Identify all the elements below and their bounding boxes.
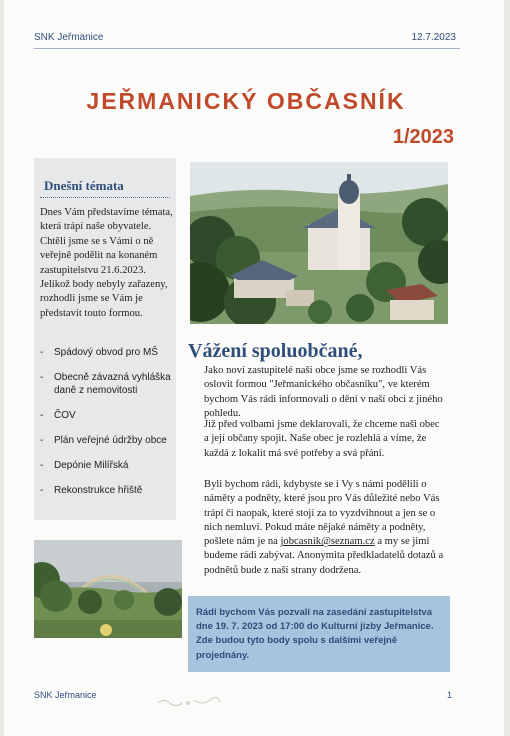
paragraph-text: Byli bychom rádi, kdybyste se i Vy s námi podělili o náměty a podněty, které jsou pro Vás důležité nebo Vás trápí či naopak, které stojí za to vyzdvihnout a jen se o nich nemluví. Pokud máte nějaké náměty a podněty, pošlete nám je na: [204, 479, 440, 548]
topics-sidebar: [34, 158, 176, 520]
article-paragraph-2: Již před volbami jsme deklarovali, že chceme naši obec a její občany spojit. Naše obec je rozlehlá a víme, že každá z lokalit má své potřeby a svá přání.: [204, 419, 440, 459]
sidebar-title: Dnešní témata: [44, 178, 124, 193]
list-item: [38, 459, 174, 472]
bullet-dash: -: [40, 460, 44, 471]
newsletter-title: JEŘMANICKÝ OBČASNÍK: [86, 88, 406, 114]
article-greeting: Vážení spoluobčané,: [188, 340, 363, 362]
footer-organization: SNK Jeřmanice: [34, 690, 97, 700]
topic-label: Plán veřejné údržby obce: [54, 435, 167, 446]
bullet-dash: -: [40, 410, 44, 421]
article-paragraph-3: [204, 478, 444, 578]
village-church-photo: [190, 162, 448, 324]
article-paragraph-1: Jako noví zastupitelé naší obce jsme se rozhodli Vás oslovit formou "Jeřmanického občasníku", ve kterém bychom Vás rádi informovali o dění v naší obci z jiného pohledu.: [204, 365, 443, 419]
list-item: [38, 346, 174, 359]
topics-list: [38, 346, 174, 509]
email-link[interactable]: jobcasnik@seznam.cz: [280, 536, 375, 548]
paragraph-text: a my se jimi budeme rádi zabývat. Anonymita předkladatelů dotazů a podnětů bude z naší strany dodržena.: [204, 536, 444, 576]
topic-label: ČOV: [54, 410, 76, 421]
topic-label: Rekonstrukce hřiště: [54, 485, 143, 496]
list-item: [38, 484, 174, 497]
callout-text: Rádi bychom Vás pozvali na zasedání zastupitelstva dne 19. 7. 2023 od 17:00 do Kulturní jizby Jeřmanice. Zde budou tyto body spolu s dalšími veřejně projednány.: [196, 607, 434, 661]
topic-label: Spádový obvod pro MŠ: [54, 347, 158, 358]
meeting-invitation-callout: [188, 596, 450, 672]
bullet-dash: -: [40, 435, 44, 446]
newsletter-page: [4, 0, 504, 736]
rainbow-landscape-photo: [34, 540, 182, 638]
bullet-dash: -: [40, 347, 44, 358]
list-item: [38, 409, 174, 422]
list-item: [38, 434, 174, 447]
sidebar-divider: [40, 197, 170, 198]
sidebar-intro: Dnes Vám představíme témata, která trápí naše obyvatele. Chtěli jsme se s Vámi o ně veřejně podělit na konaném zastupitelstvu 21.6.2023. Jelikož body nebyly zařazeny, rozhodli jsme se Vám je představit touto formou.: [40, 207, 173, 319]
bullet-dash: -: [40, 485, 44, 496]
topic-label: Depónie Milířská: [54, 460, 129, 471]
header-divider: [34, 48, 460, 49]
page-number: 1: [446, 690, 452, 700]
header-organization: SNK Jeřmanice: [34, 32, 104, 43]
bullet-dash: -: [40, 372, 44, 383]
faint-stamp: [154, 694, 224, 710]
topic-label: Obecně závazná vyhláška daně z nemovitosti: [54, 372, 171, 396]
header-date: 12.7.2023: [411, 32, 456, 43]
list-item: [38, 371, 174, 397]
issue-number: 1/2023: [392, 126, 454, 148]
